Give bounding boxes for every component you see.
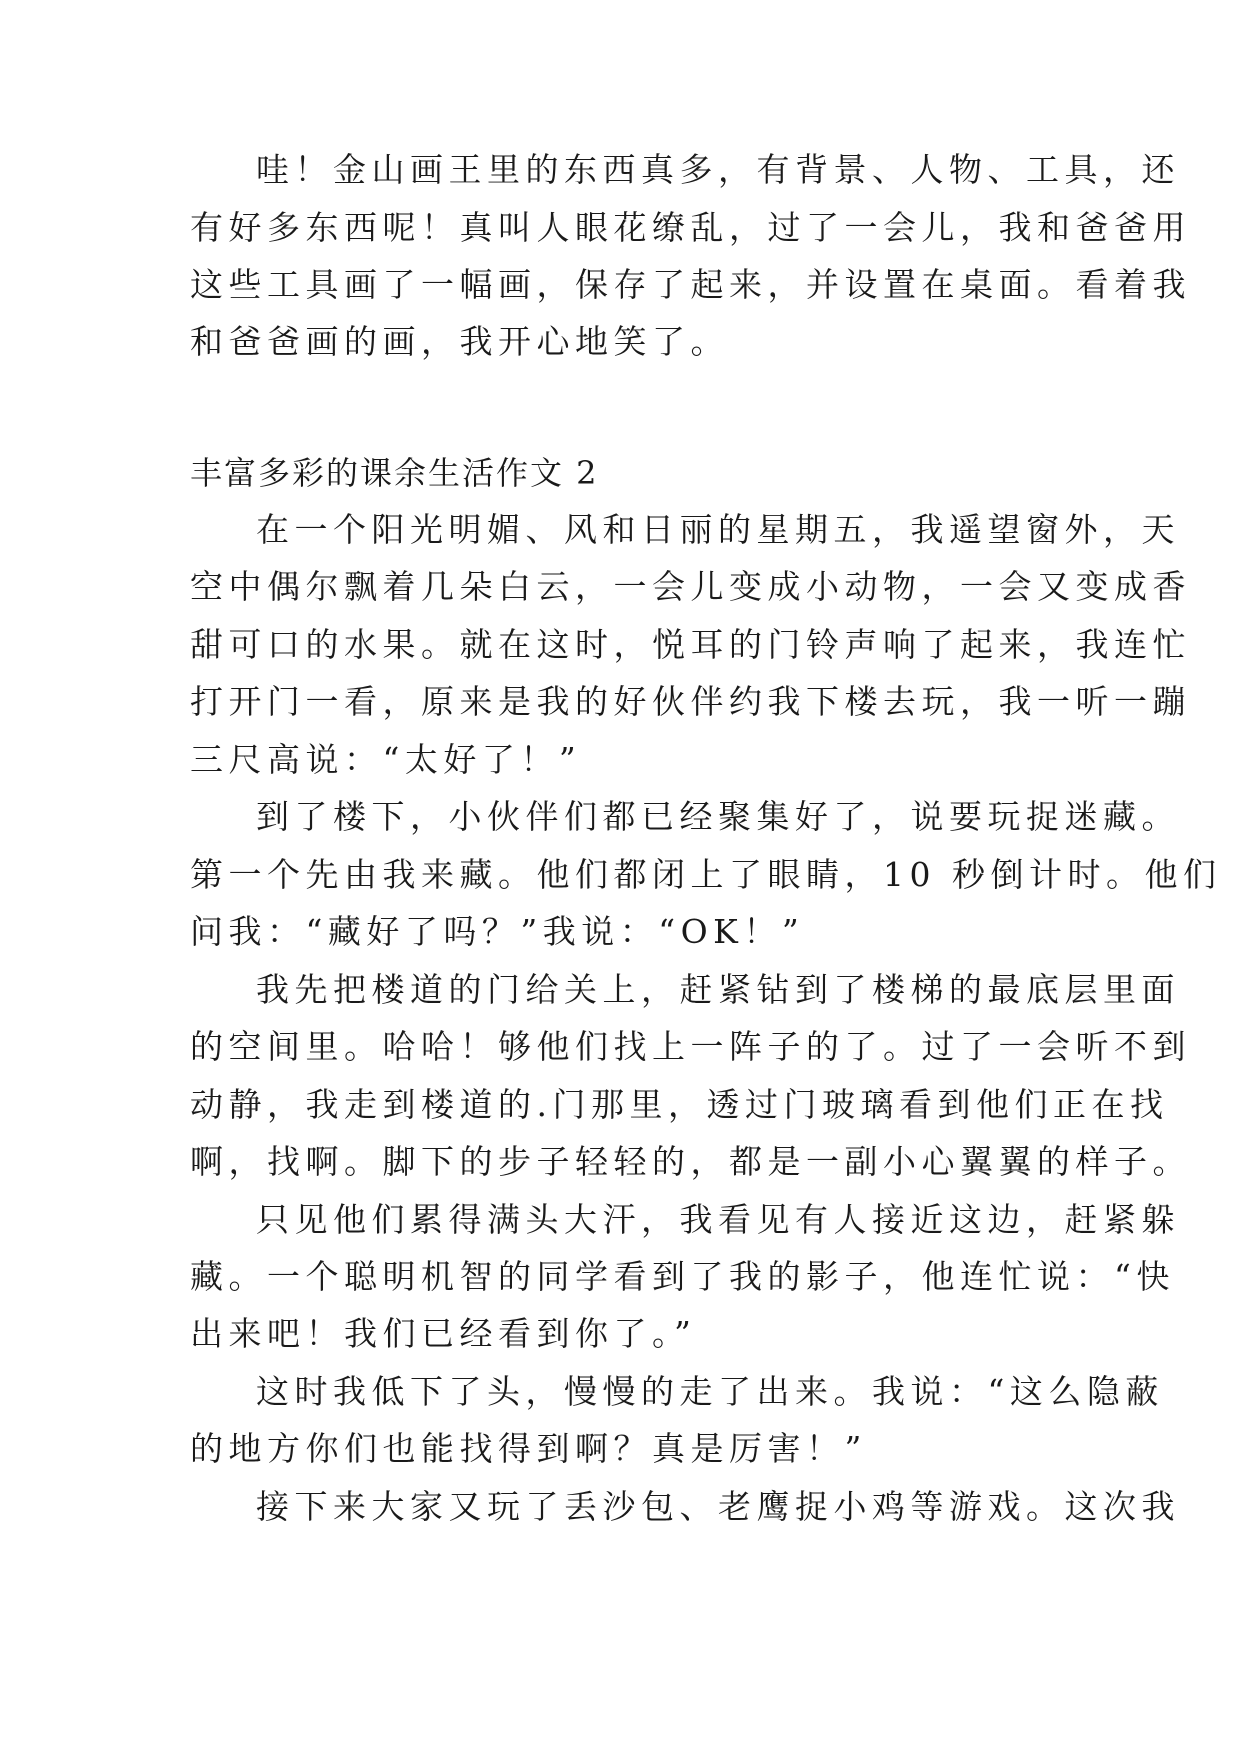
- paragraph-1-line-3: 这些工具画了一幅画，保存了起来，并设置在桌面。看着我: [190, 265, 1191, 304]
- paragraph-5-line-3: 出来吧！我们已经看到你了。”: [190, 1314, 697, 1353]
- section-title: 丰富多彩的课余生活作文 2: [190, 454, 599, 492]
- paragraph-1-line-2: 有好多东西呢！真叫人眼花缭乱，过了一会儿，我和爸爸用: [190, 208, 1191, 247]
- paragraph-4-line-3: 动静，我走到楼道的.门那里，透过门玻璃看到他们正在找: [190, 1085, 1169, 1124]
- paragraph-4-line-2: 的空间里。哈哈！够他们找上一阵子的了。过了一会听不到: [190, 1027, 1191, 1066]
- paragraph-3-line-3: 问我：“藏好了吗？”我说：“OK！”: [190, 912, 805, 951]
- paragraph-2-line-2: 空中偶尔飘着几朵白云，一会儿变成小动物，一会又变成香: [190, 567, 1191, 606]
- paragraph-4-line-1: 我先把楼道的门给关上，赶紧钻到了楼梯的最底层里面: [256, 970, 1180, 1009]
- paragraph-3-line-1: 到了楼下，小伙伴们都已经聚集好了，说要玩捉迷藏。: [256, 797, 1180, 836]
- paragraph-6-line-2: 的地方你们也能找得到啊？真是厉害！”: [190, 1429, 867, 1468]
- paragraph-7-line-1: 接下来大家又玩了丢沙包、老鹰捉小鸡等游戏。这次我: [256, 1487, 1180, 1526]
- paragraph-2-line-4: 打开门一看，原来是我的好伙伴约我下楼去玩，我一听一蹦: [190, 682, 1191, 721]
- paragraph-6-line-1: 这时我低下了头，慢慢的走了出来。我说：“这么隐蔽: [256, 1372, 1164, 1411]
- paragraph-1-line-1: 哇！金山画王里的东西真多，有背景、人物、工具，还: [256, 150, 1180, 189]
- paragraph-2-line-1: 在一个阳光明媚、风和日丽的星期五，我遥望窗外，天: [256, 510, 1180, 549]
- paragraph-4-line-4: 啊，找啊。脚下的步子轻轻的，都是一副小心翼翼的样子。: [190, 1142, 1191, 1181]
- paragraph-5-line-2: 藏。一个聪明机智的同学看到了我的影子，他连忙说：“快: [190, 1257, 1175, 1296]
- paragraph-2-line-3: 甜可口的水果。就在这时，悦耳的门铃声响了起来，我连忙: [190, 625, 1191, 664]
- paragraph-1-line-4: 和爸爸画的画，我开心地笑了。: [190, 322, 729, 361]
- paragraph-2-line-5: 三尺高说：“太好了！”: [190, 740, 582, 779]
- paragraph-3-line-2: 第一个先由我来藏。他们都闭上了眼睛，10 秒倒计时。他们: [190, 855, 1222, 894]
- paragraph-5-line-1: 只见他们累得满头大汗，我看见有人接近这边，赶紧躲: [256, 1200, 1180, 1239]
